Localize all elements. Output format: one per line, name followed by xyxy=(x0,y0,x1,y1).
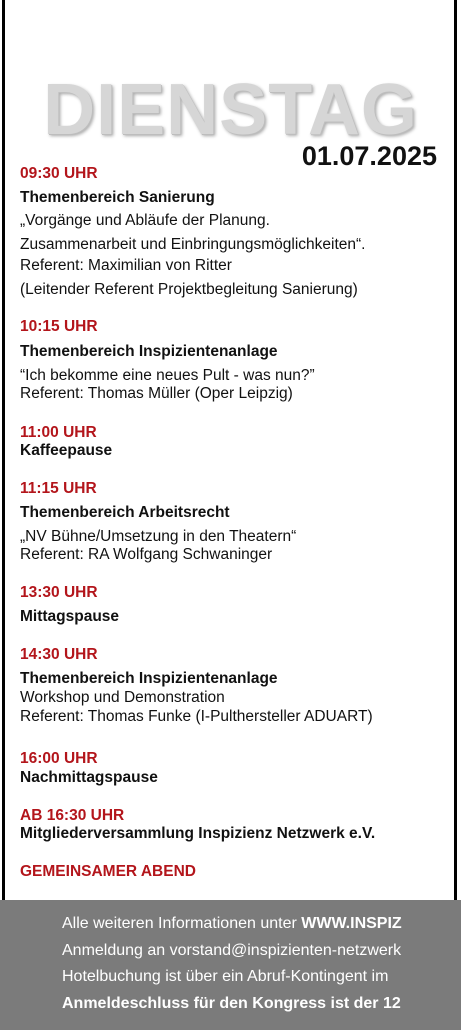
info-footer xyxy=(0,900,461,1030)
day-title: DIENSTAG xyxy=(43,70,418,150)
break-label: Kaffeepause xyxy=(20,442,113,459)
speaker: Referent: RA Wolfgang Schwaninger xyxy=(20,546,273,563)
break-label: Mittagspause xyxy=(20,608,120,625)
topic-title: Themenbereich Arbeitsrecht xyxy=(20,504,230,521)
time-slot: 11:00 UHR xyxy=(20,424,97,441)
hotel-line: Hotelbuchung ist über ein Abruf-Kontingent im xyxy=(62,968,389,985)
topic-detail: „Vorgänge und Abläufe der Planung. xyxy=(20,212,270,229)
deadline-line: Anmeldeschluss für den Kongress ist der 12 xyxy=(62,995,401,1012)
topic-title: Themenbereich Sanierung xyxy=(20,189,215,206)
topic-detail: Zusammenarbeit und Einbringungsmöglichkeiten“. xyxy=(20,236,366,253)
break-label: Nachmittagspause xyxy=(20,769,158,786)
website-link[interactable]: WWW.INSPIZ xyxy=(301,915,402,932)
registration-line: Anmeldung an vorstand@inspizienten-netzwerk xyxy=(62,942,402,959)
topic-detail: „NV Bühne/Umsetzung in den Theatern“ xyxy=(20,528,297,545)
time-slot: AB 16:30 UHR xyxy=(20,807,125,824)
speaker: Referent: Thomas Funke (I-Pulthersteller ADUART) xyxy=(20,708,373,725)
topic-title: Mitgliederversammlung Inspizienz Netzwerk e.V. xyxy=(20,825,376,842)
speaker: Referent: Thomas Müller (Oper Leipzig) xyxy=(20,385,293,402)
speaker-role: (Leitender Referent Projektbegleitung Sanierung) xyxy=(20,281,358,298)
info-line: Alle weiteren Informationen unter WWW.INSPIZ xyxy=(62,915,402,932)
time-slot: 14:30 UHR xyxy=(20,646,98,663)
evening-event: GEMEINSAMER ABEND xyxy=(20,863,196,880)
topic-detail: “Ich bekomme eine neues Pult - was nun?” xyxy=(20,367,315,384)
speaker: Referent: Maximilian von Ritter xyxy=(20,257,232,274)
topic-title: Themenbereich Inspizientenanlage xyxy=(20,343,278,360)
time-slot: 11:15 UHR xyxy=(20,480,97,497)
time-slot: 09:30 UHR xyxy=(20,165,98,182)
time-slot: 16:00 UHR xyxy=(20,750,98,767)
topic-detail: Workshop und Demonstration xyxy=(20,689,225,706)
time-slot: 13:30 UHR xyxy=(20,584,98,601)
event-date: 01.07.2025 xyxy=(301,141,437,171)
time-slot: 10:15 UHR xyxy=(20,318,98,335)
topic-title: Themenbereich Inspizientenanlage xyxy=(20,670,278,687)
